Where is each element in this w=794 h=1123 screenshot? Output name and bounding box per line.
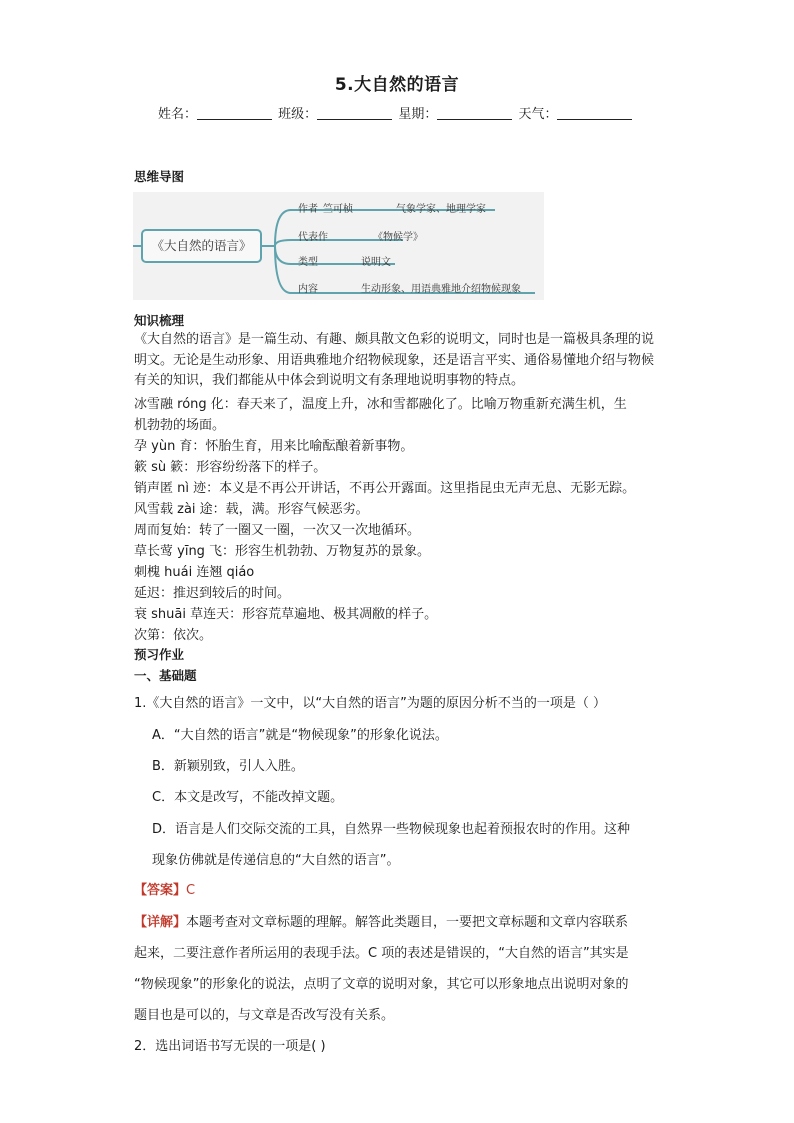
mind-map-value-author: 竺可桢 bbox=[323, 204, 353, 215]
knowledge-heading: 知识梳理 bbox=[134, 313, 185, 328]
question-1-answer bbox=[134, 879, 195, 898]
page-title: 5.大自然的语言 bbox=[334, 75, 460, 95]
knowledge-entry: 刺槐 huái 连翘 qiáo bbox=[134, 565, 255, 580]
question-2-stem: 2．选出词语书写无误的一项是( ) bbox=[134, 1039, 326, 1054]
class-label: 班级： bbox=[278, 107, 318, 122]
question-1-detail-line: 题目也是可以的，与文章是否改写没有关系。 bbox=[134, 1008, 395, 1023]
answer-label: 【答案】 bbox=[134, 883, 187, 898]
knowledge-entry: 孕 yùn 育：怀胎生育，用来比喻酝酿着新事物。 bbox=[134, 439, 414, 454]
knowledge-entry: 延迟：推迟到较后的时间。 bbox=[134, 586, 291, 601]
question-1-detail-line bbox=[134, 911, 628, 930]
question-1-option-d-cont: 现象仿佛就是传递信息的“大自然的语言”。 bbox=[152, 853, 400, 868]
mind-map-key-type: 类型 bbox=[298, 257, 318, 268]
mind-map-value-type: 说明文 bbox=[361, 257, 391, 268]
question-1-option-a: A．“大自然的语言”就是“物候现象”的形象化说法。 bbox=[152, 728, 448, 743]
knowledge-entry: 机勃勃的场面。 bbox=[134, 418, 226, 433]
mindmap-heading: 思维导图 bbox=[134, 169, 185, 184]
weather-blank[interactable] bbox=[557, 106, 632, 120]
detail-text: 本题考查对文章标题的理解。解答此类题目，一要把文章标题和文章内容联系 bbox=[186, 915, 629, 930]
mind-map-extra-author: 气象学家、地理学家 bbox=[396, 204, 486, 215]
weather-label: 天气： bbox=[518, 107, 558, 122]
knowledge-entry: 草长莺 yīng 飞：形容生机勃勃、万物复苏的景象。 bbox=[134, 544, 431, 559]
knowledge-entry: 周而复始：转了一圈又一圈，一次又一次地循环。 bbox=[134, 523, 421, 538]
detail-label: 【详解】 bbox=[134, 915, 187, 930]
week-blank[interactable] bbox=[437, 106, 512, 120]
answer-value: C bbox=[186, 883, 196, 898]
knowledge-entry: 衰 shuāi 草连天：形容荒草遍地、极其凋敝的样子。 bbox=[134, 607, 438, 622]
mind-map-root: 《大自然的语言》 bbox=[141, 229, 262, 263]
name-label: 姓名： bbox=[158, 107, 198, 122]
knowledge-entry: 风雪载 zài 途：载，满。形容气候恶劣。 bbox=[134, 502, 369, 517]
knowledge-entry: 次第：依次。 bbox=[134, 628, 213, 643]
knowledge-entry: 销声匿 nì 迹：本义是不再公开讲话，不再公开露面。这里指昆虫无声无息、无影无踪。 bbox=[134, 481, 636, 496]
mind-map bbox=[133, 192, 544, 300]
knowledge-entry: 冰雪融 róng 化：春天来了，温度上升，冰和雪都融化了。比喻万物重新充满生机，生 bbox=[134, 397, 627, 412]
week-label: 星期： bbox=[398, 107, 438, 122]
homework-heading: 预习作业 bbox=[134, 647, 185, 662]
question-1-option-b: B．新颖别致，引人入胜。 bbox=[152, 759, 304, 774]
question-1-detail-line: “物候现象”的形象化的说法，点明了文章的说明对象，其它可以形象地点出说明对象的 bbox=[134, 977, 629, 992]
knowledge-intro: 《大自然的语言》是一篇生动、有趣、颇具散文色彩的说明文，同时也是一篇极具条理的说明文。无论是生动形象、用语典雅地介绍物候现象，还是语言平实、通俗易懂地介绍与物候有关的知识，我们都能从中体会到说明文有条理地说明事物的特点。 bbox=[134, 332, 655, 388]
mind-map-key-content: 内容 bbox=[298, 284, 318, 295]
basic-section-heading: 一、基础题 bbox=[134, 668, 197, 683]
name-blank[interactable] bbox=[197, 106, 272, 120]
mind-map-key-work: 代表作 bbox=[298, 232, 328, 243]
mind-map-value-work: 《物候学》 bbox=[373, 232, 423, 243]
mind-map-key-author: 作者 bbox=[298, 204, 318, 215]
knowledge-entry: 簌 sù 簌：形容纷纷落下的样子。 bbox=[134, 460, 327, 475]
class-blank[interactable] bbox=[317, 106, 392, 120]
question-1-detail-line: 起来，二要注意作者所运用的表现手法。C 项的表述是错误的，“大自然的语言”其实是 bbox=[134, 946, 629, 961]
mind-map-value-content: 生动形象、用语典雅地介绍物候现象 bbox=[361, 284, 521, 295]
student-info-row bbox=[158, 103, 634, 122]
question-1-stem: 1.《大自然的语言》一文中，以“大自然的语言”为题的原因分析不当的一项是（ ） bbox=[134, 696, 607, 711]
question-1-option-d: D．语言是人们交际交流的工具，自然界一些物候现象也起着预报农时的作用。这种 bbox=[152, 822, 631, 837]
question-1-option-c: C．本文是改写，不能改掉文题。 bbox=[152, 790, 344, 805]
